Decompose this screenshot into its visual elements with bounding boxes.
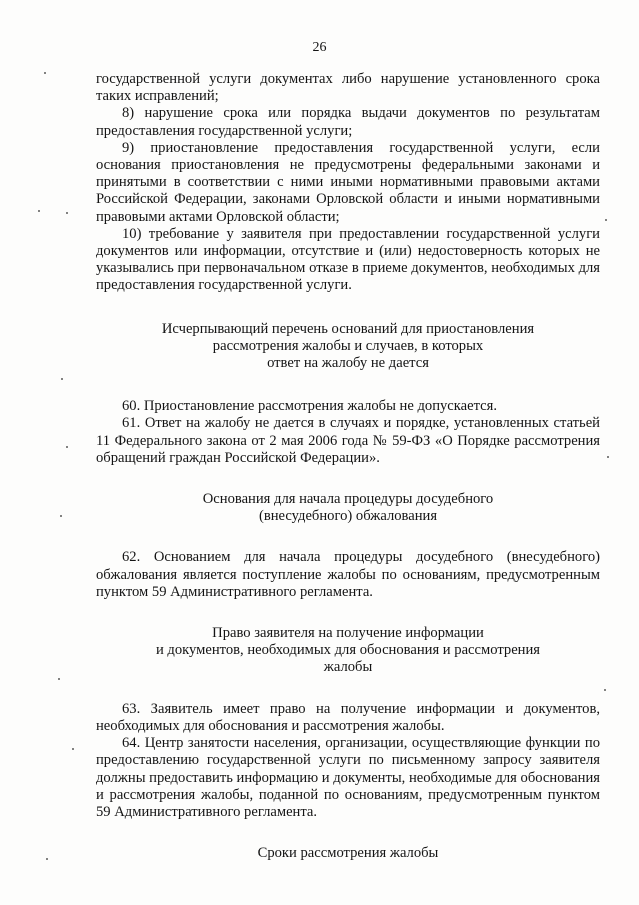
page-number: 26 <box>312 40 327 55</box>
scan-speck <box>72 748 74 750</box>
scan-speck <box>605 219 607 221</box>
document-body <box>96 71 600 862</box>
section-heading-deadlines <box>96 845 600 862</box>
scan-speck <box>66 446 68 448</box>
paragraph-62: 62. Основанием для начала процедуры досудебного (внесудебного) обжалования является поступление жалобы по основаниям, предусмотренным пунктом 59 Административного регламента. <box>96 549 600 600</box>
heading-line: Сроки рассмотрения жалобы <box>257 845 439 862</box>
scan-speck <box>60 515 62 517</box>
heading-line: рассмотрения жалобы и случаев, в которых <box>212 337 484 354</box>
scan-speck <box>58 678 60 680</box>
paragraph-60: 60. Приостановление рассмотрения жалобы не допускается. <box>122 398 498 415</box>
scan-speck <box>604 689 606 691</box>
section-heading-grounds <box>96 491 600 525</box>
heading-line: жалобы <box>323 659 373 676</box>
heading-line: (внесудебного) обжалования <box>258 508 438 525</box>
heading-line: Исчерпывающий перечень оснований для приостановления <box>161 320 535 337</box>
paragraph-item-9: 9) приостановление предоставления государственной услуги, если основания приостановления не предусмотрены федеральными законами и принятыми в соответствии с ними иными нормативными правовыми актами Российской Федерации, законами Орловской области и иными нормативными правовыми актами Орловской области; <box>96 139 600 225</box>
scan-speck <box>44 72 46 74</box>
scan-speck <box>61 378 63 380</box>
scan-speck <box>46 858 48 860</box>
heading-line: Основания для начала процедуры досудебного <box>202 491 494 508</box>
section-heading-suspension <box>96 321 600 373</box>
scan-speck <box>66 212 68 214</box>
paragraph-64: 64. Центр занятости населения, организации, осуществляющие функции по предоставлению государственной услуги по письменному запросу заявителя должны предоставить информацию и документы, необходимые для обоснования и рассмотрения жалобы, поданной по основаниям, предусмотренным пунктом 59 Административного регламента. <box>96 735 600 820</box>
paragraph-item-8: 8) нарушение срока или порядка выдачи документов по результатам предоставления государственной услуги; <box>96 105 600 139</box>
paragraph-continuation: государственной услуги документах либо нарушение установленного срока таких исправлений; <box>96 71 600 105</box>
heading-line: ответ на жалобу не дается <box>267 355 429 372</box>
paragraph-item-10: 10) требование у заявителя при предоставлении государственной услуги документов или информации, отсутствие и (или) недостоверность которых не указывались при первоначальном отказе в приеме документов, необходимых для предоставления государственной услуги. <box>96 225 600 294</box>
scan-speck <box>38 210 40 212</box>
scan-speck <box>607 456 609 458</box>
paragraph-63: 63. Заявитель имеет право на получение информации и документов, необходимых для обоснования и рассмотрения жалобы. <box>96 700 600 734</box>
section-heading-rights <box>96 625 600 677</box>
heading-line: и документов, необходимых для обоснования и рассмотрения <box>155 642 541 659</box>
paragraph-61: 61. Ответ на жалобу не дается в случаях и порядке, установленных статьей 11 Федерального закона от 2 мая 2006 года № 59-ФЗ «О Порядке рассмотрения обращений граждан Российской Федерации». <box>96 415 600 466</box>
heading-line: Право заявителя на получение информации <box>212 625 484 642</box>
